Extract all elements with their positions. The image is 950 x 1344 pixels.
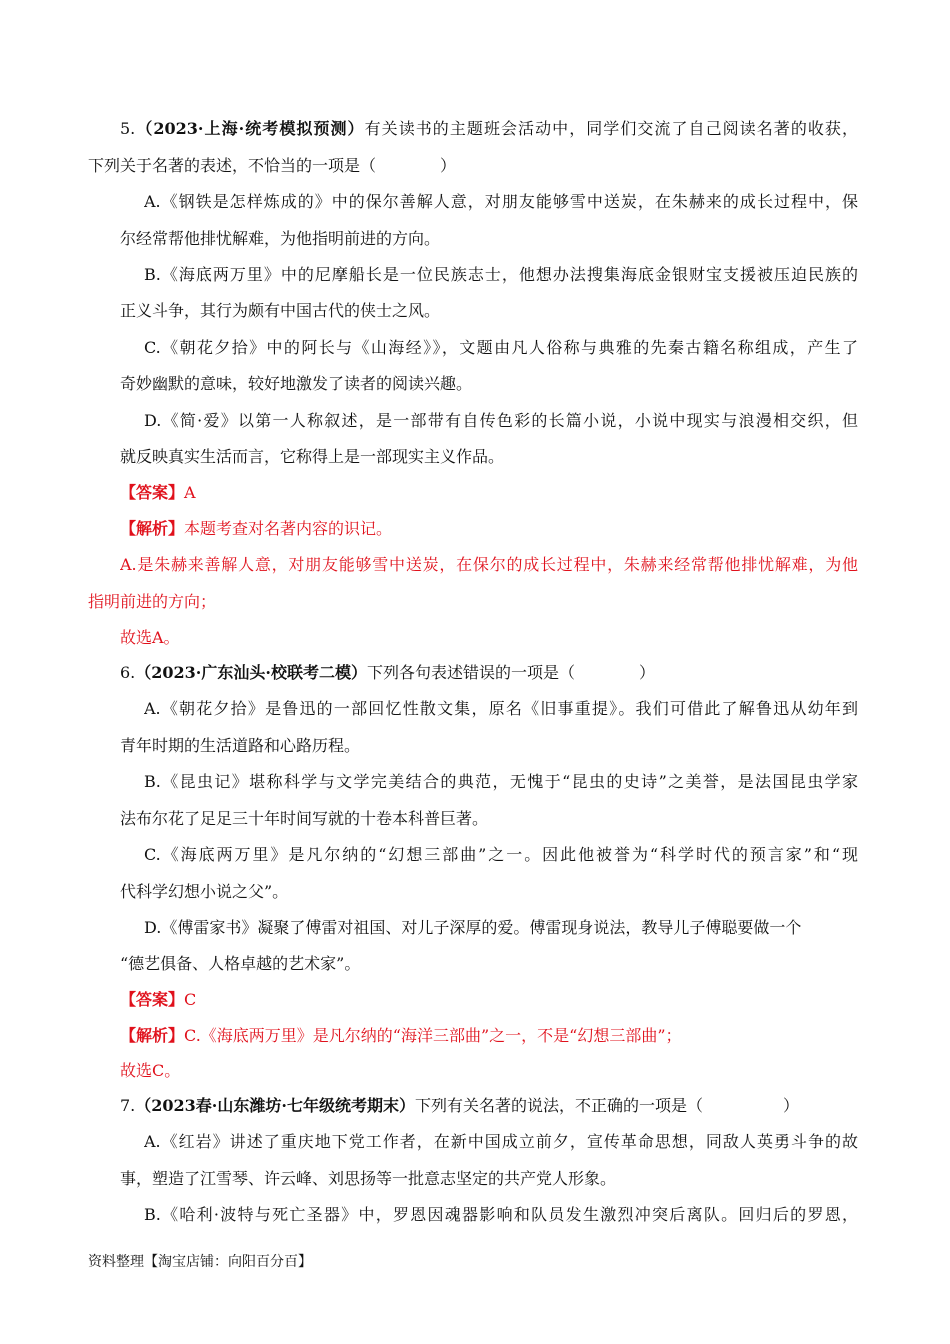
question-number: 6. [120, 663, 136, 682]
answer-label: 【答案】 [120, 483, 185, 502]
analysis-text: C.《海底两万里》是凡尔纳的“海洋三部曲”之一，不是“幻想三部曲”； [184, 1026, 682, 1045]
analysis-label: 【解析】 [120, 519, 185, 538]
option-b: B.《昆虫记》堪称科学与文学完美结合的典范，无愧于“昆虫的史诗”之美誉，是法国昆虫学家 [144, 772, 858, 791]
answer-value: A [184, 483, 196, 502]
question-source: （2023·广东汕头·校联考二模） [135, 663, 367, 682]
question-number: 5. [120, 119, 136, 138]
option-b: B.《海底两万里》中的尼摩船长是一位民族志士，他想办法搜集海底金银财宝支援被压迫民族的 [144, 265, 858, 284]
analysis-line [120, 1025, 858, 1047]
option-b-cont: 法布尔花了足足三十年时间写就的十卷本科普巨著。 [120, 809, 489, 828]
question-7-stem [120, 1095, 858, 1117]
analysis-line [120, 518, 858, 540]
option-c: C.《朝花夕拾》中的阿长与《山海经》》，文题由凡人俗称与典雅的先秦古籍名称组成，产生了 [144, 338, 858, 357]
option-a-cont: 青年时期的生活道路和心路历程。 [120, 736, 361, 755]
conclusion: 故选A。 [120, 628, 180, 647]
analysis-detail-cont: 指明前进的方向； [88, 592, 217, 611]
analysis-label: 【解析】 [120, 1026, 185, 1045]
question-source: （2023春·山东潍坊·七年级统考期末） [135, 1096, 415, 1115]
option-b-cont: 正义斗争，其行为颇有中国古代的侠士之风。 [120, 301, 441, 320]
option-a: A.《朝花夕拾》是鲁迅的一部回忆性散文集，原名《旧事重提》。我们可借此了解鲁迅从幼年到 [144, 699, 858, 718]
option-c-cont: 代科学幻想小说之父”。 [120, 882, 289, 901]
option-a: A.《红岩》讲述了重庆地下党工作者，在新中国成立前夕，宣传革命思想，同敌人英勇斗争的故 [144, 1132, 858, 1151]
analysis-text: 本题考查对名著内容的识记。 [184, 519, 393, 538]
option-d-cont: 就反映真实生活而言，它称得上是一部现实主义作品。 [120, 447, 505, 466]
question-6-stem [120, 662, 858, 684]
option-a: A.《钢铁是怎样炼成的》中的保尔善解人意，对朋友能够雪中送炭，在朱赫来的成长过程中，保 [144, 192, 858, 211]
question-5-stem [120, 118, 858, 140]
question-5-stem-cont: 下列关于名著的表述，不恰当的一项是（ ） [88, 156, 457, 175]
option-a-cont: 事，塑造了江雪琴、许云峰、刘思扬等一批意志坚定的共产党人形象。 [120, 1169, 617, 1188]
answer-label: 【答案】 [120, 990, 185, 1009]
question-stem-text: 下列各句表述错误的一项是（ ） [366, 663, 655, 682]
answer-value: C [184, 990, 197, 1009]
answer-line [120, 989, 858, 1011]
option-d: D.《简·爱》以第一人称叙述，是一部带有自传色彩的长篇小说，小说中现实与浪漫相交织，但 [144, 411, 858, 430]
option-d: D.《傅雷家书》凝聚了傅雷对祖国、对儿子深厚的爱。傅雷现身说法，教导儿子傅聪要做一个 [144, 918, 802, 937]
option-a-cont: 尔经常帮他排忧解难，为他指明前进的方向。 [120, 229, 441, 248]
question-stem-text: 有关读书的主题班会活动中，同学们交流了自己阅读名著的收获， [364, 119, 858, 138]
footer-source: 资料整理【淘宝店铺：向阳百分百】 [88, 1254, 312, 1270]
option-c: C.《海底两万里》是凡尔纳的“幻想三部曲”之一。因此他被誉为“科学时代的预言家”和“现 [144, 845, 858, 864]
option-b: B.《哈利·波特与死亡圣器》中，罗恩因魂器影响和队员发生激烈冲突后离队。回归后的罗恩， [144, 1205, 858, 1224]
analysis-detail: A.是朱赫来善解人意，对朋友能够雪中送炭，在保尔的成长过程中，朱赫来经常帮他排忧解难，为他 [120, 555, 858, 574]
answer-line [120, 482, 858, 504]
question-stem-text: 下列有关名著的说法，不正确的一项是（ ） [414, 1096, 799, 1115]
conclusion: 故选C。 [120, 1061, 181, 1080]
question-number: 7. [120, 1096, 136, 1115]
option-d-cont: “德艺俱备、人格卓越的艺术家”。 [120, 954, 361, 973]
option-c-cont: 奇妙幽默的意味，较好地激发了读者的阅读兴趣。 [120, 374, 473, 393]
question-source: （2023·上海·统考模拟预测） [135, 119, 365, 138]
